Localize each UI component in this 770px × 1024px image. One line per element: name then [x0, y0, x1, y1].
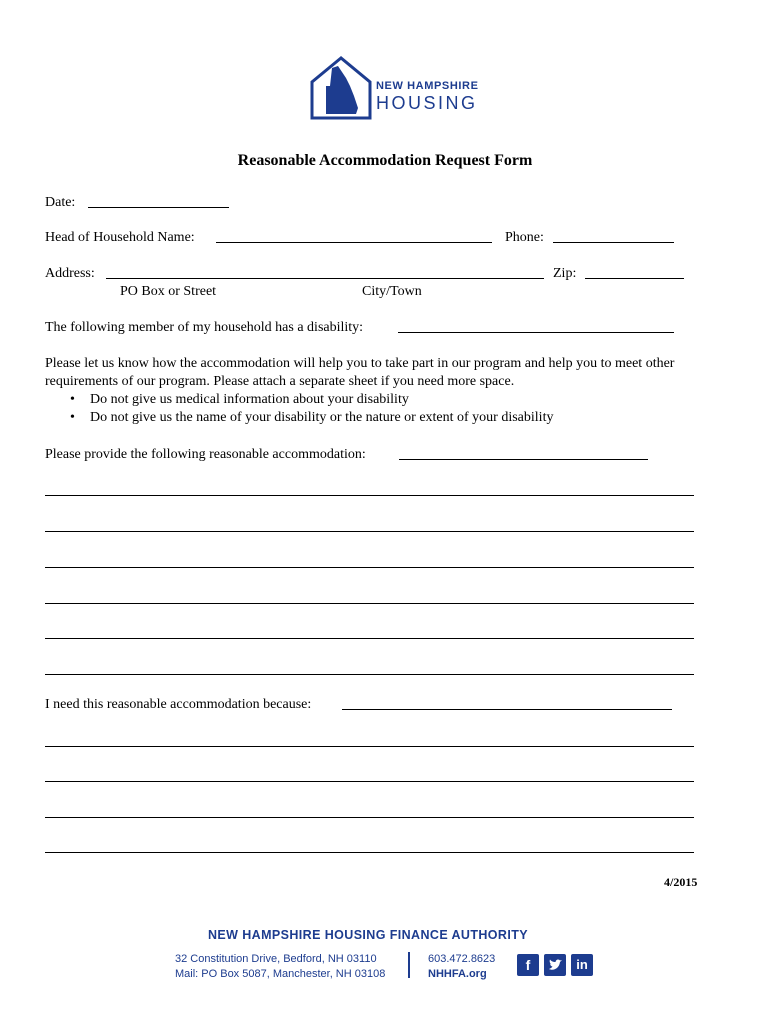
revision-date: 4/2015 [664, 875, 698, 889]
page-title: Reasonable Accommodation Request Form [237, 152, 533, 169]
logo-line2: HOUSING [376, 93, 478, 113]
bullet-dot-1: • [70, 392, 75, 407]
facebook-icon[interactable]: f [517, 954, 539, 976]
accommodation-line-5[interactable] [45, 638, 694, 639]
head-of-household-field[interactable] [216, 242, 492, 243]
because-label: I need this reasonable accommodation because: [45, 697, 312, 712]
linkedin-icon[interactable]: in [571, 954, 593, 976]
accommodation-line-6[interactable] [45, 674, 694, 675]
nh-housing-logo [310, 56, 490, 122]
because-line-3[interactable] [45, 817, 694, 818]
footer-divider [408, 952, 410, 978]
phone-label: Phone: [505, 230, 544, 245]
phone-field[interactable] [553, 242, 674, 243]
date-field[interactable] [88, 207, 229, 208]
twitter-icon[interactable] [544, 954, 566, 976]
bullet-dot-2: • [70, 410, 75, 425]
accommodation-line-2[interactable] [45, 531, 694, 532]
footer-website[interactable]: NHHFA.org [428, 968, 487, 980]
footer-mail: Mail: PO Box 5087, Manchester, NH 03108 [175, 968, 386, 980]
bullet-2: Do not give us the name of your disability or the nature or extent of your disability [90, 410, 554, 425]
footer-street: 32 Constitution Drive, Bedford, NH 03110 [175, 953, 377, 965]
accommodation-line-4[interactable] [45, 603, 694, 604]
because-line-1[interactable] [45, 746, 694, 747]
because-line-4[interactable] [45, 852, 694, 853]
footer-org-name: NEW HAMPSHIRE HOUSING FINANCE AUTHORITY [208, 928, 529, 942]
zip-field[interactable] [585, 278, 684, 279]
footer-phone: 603.472.8623 [428, 953, 496, 965]
because-field[interactable] [342, 709, 672, 710]
accommodation-line-1[interactable] [45, 495, 694, 496]
address-field[interactable] [106, 278, 544, 279]
accommodation-label: Please provide the following reasonable accommodation: [45, 447, 366, 462]
member-label: The following member of my household has a disability: [45, 320, 364, 335]
address-label: Address: [45, 266, 95, 281]
because-line-2[interactable] [45, 781, 694, 782]
member-field[interactable] [398, 332, 674, 333]
head-of-household-label: Head of Household Name: [45, 230, 195, 245]
accommodation-field[interactable] [399, 459, 648, 460]
logo-line1: NEW HAMPSHIRE [376, 80, 479, 92]
instructions-line1: Please let us know how the accommodation will help you to take part in our program and help you to meet other [45, 356, 675, 371]
bullet-1: Do not give us medical information about your disability [90, 392, 409, 407]
house-state-icon [310, 56, 372, 122]
zip-label: Zip: [553, 266, 577, 281]
accommodation-line-3[interactable] [45, 567, 694, 568]
city-caption: City/Town [362, 284, 422, 299]
po-box-caption: PO Box or Street [120, 284, 217, 299]
instructions-line2: requirements of our program. Please attach a separate sheet if you need more space. [45, 374, 515, 389]
date-label: Date: [45, 195, 76, 210]
